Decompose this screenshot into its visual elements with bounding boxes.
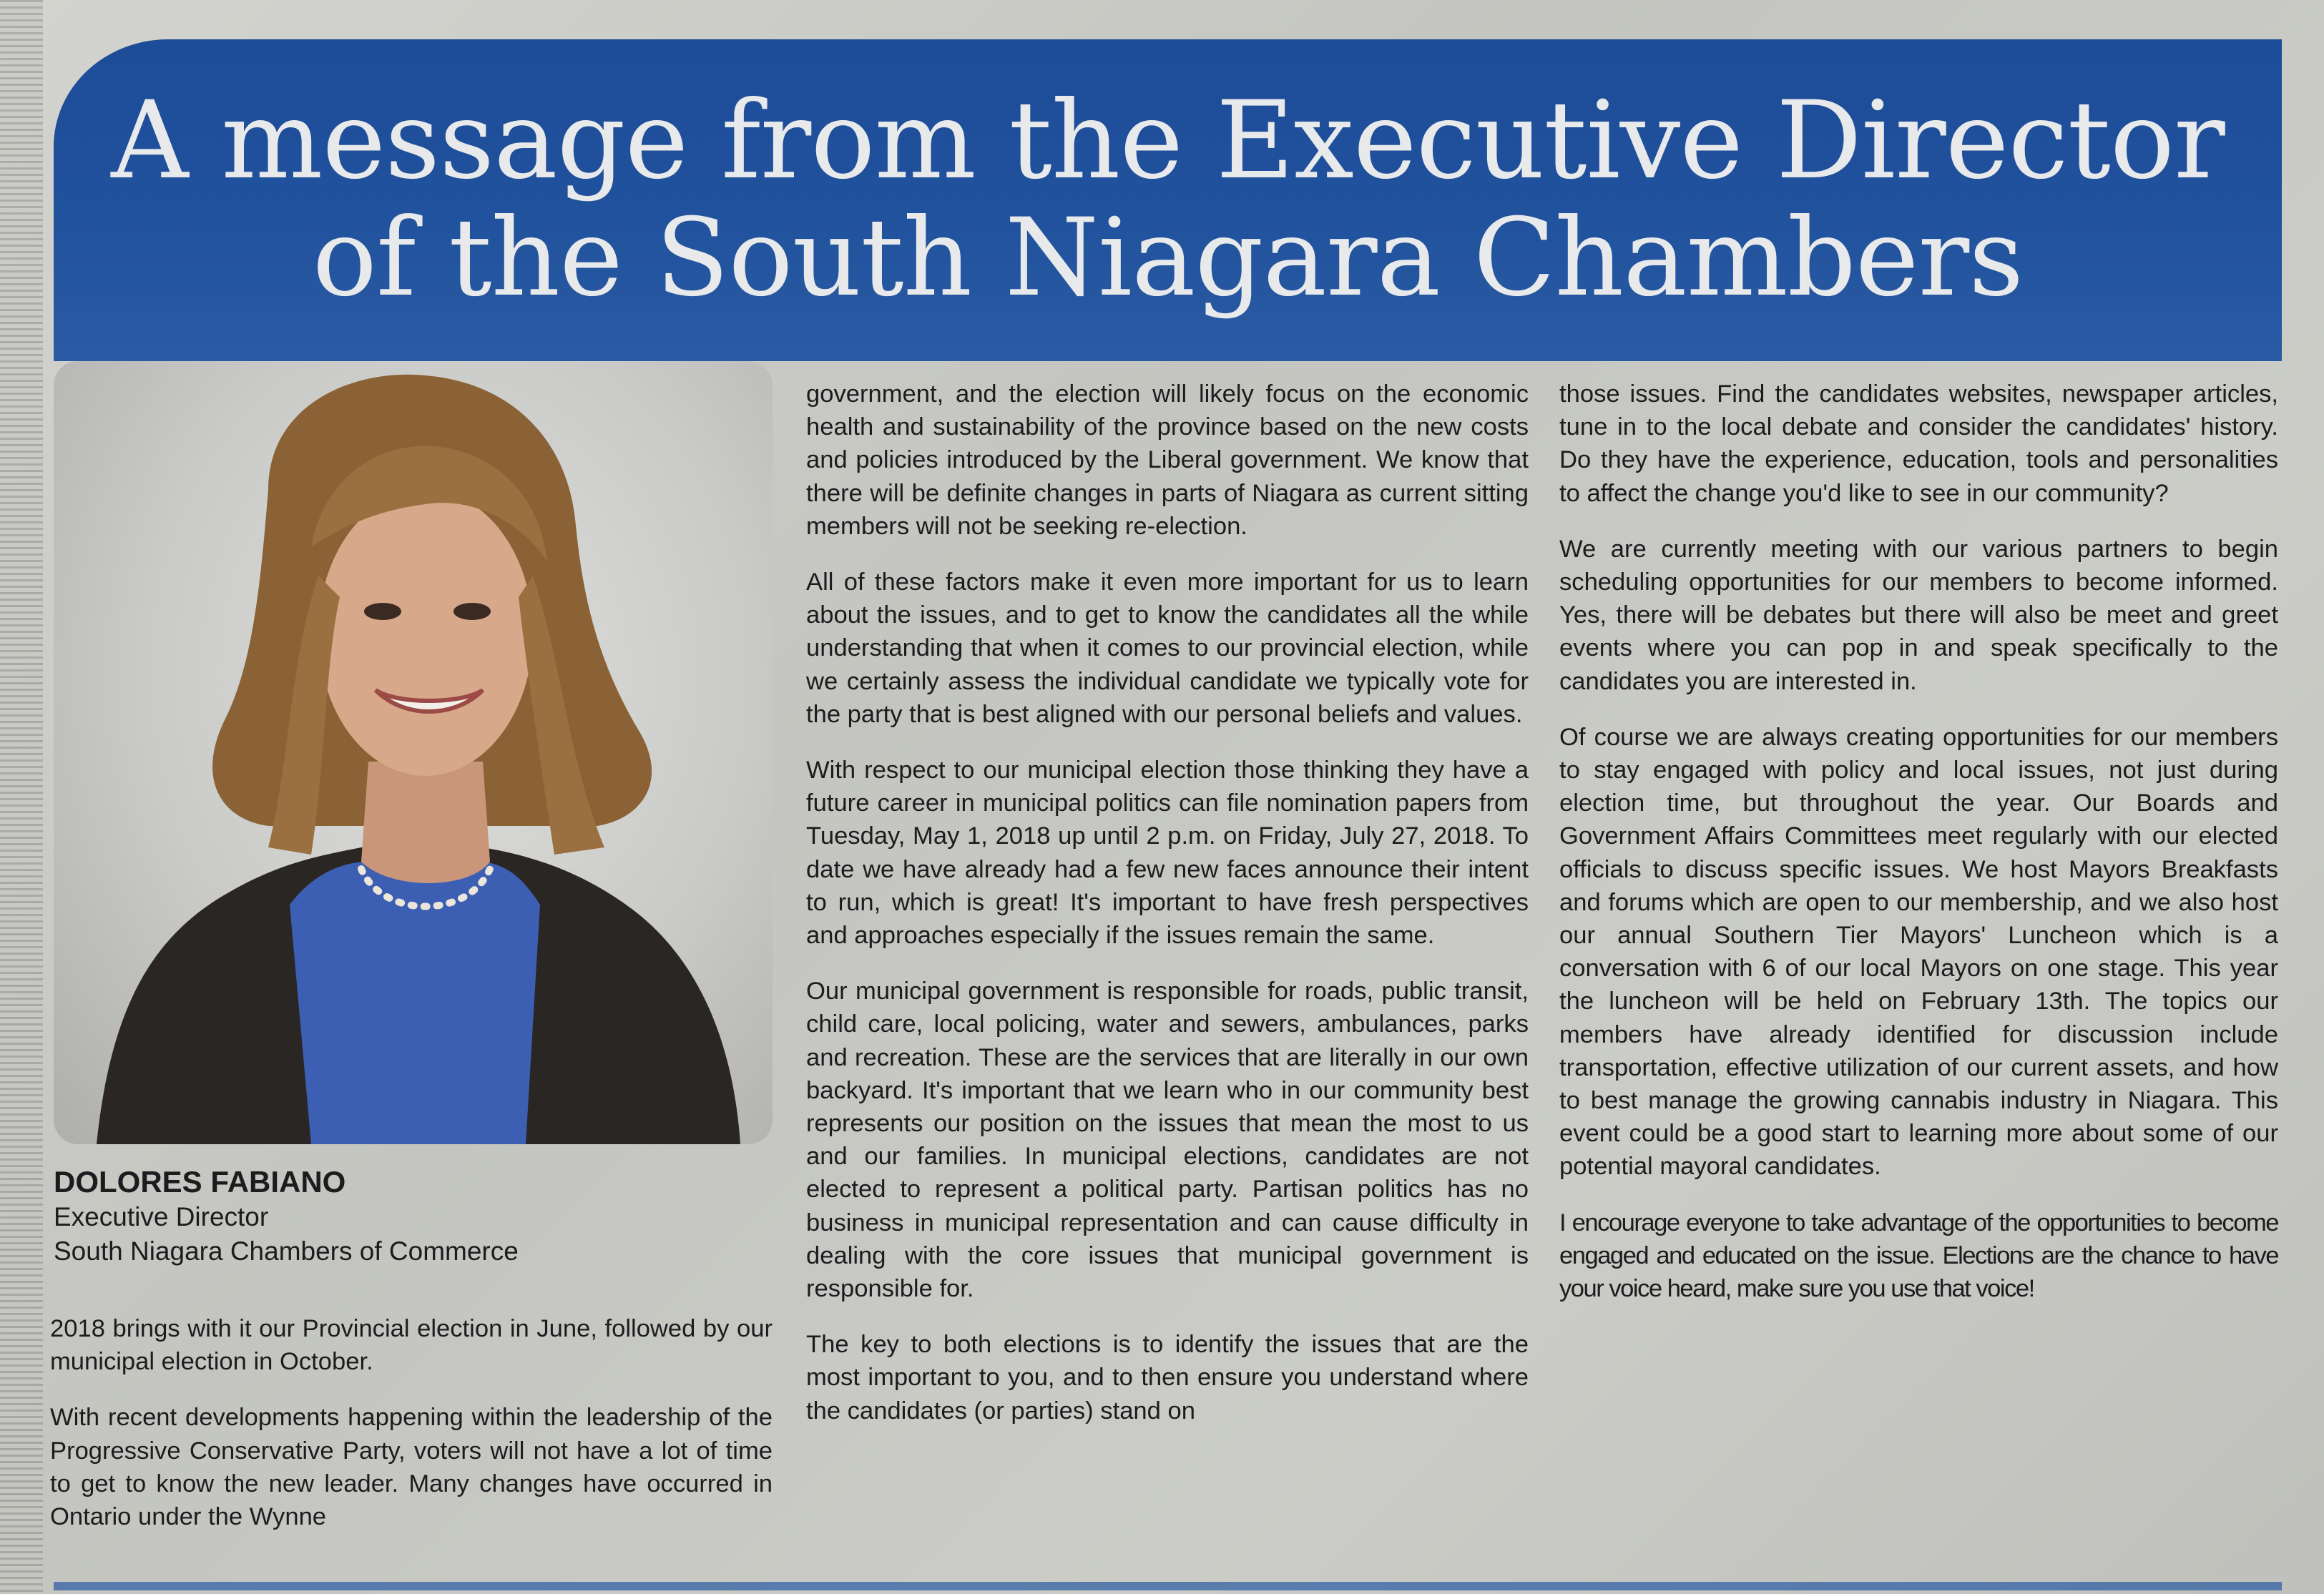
portrait-illustration bbox=[54, 361, 773, 1144]
headline-line-1: A message from the Executive Director bbox=[111, 79, 2225, 203]
author-title: Executive Director bbox=[54, 1202, 269, 1231]
headline-banner bbox=[54, 39, 2282, 361]
author-organization: South Niagara Chambers of Commerce bbox=[54, 1236, 519, 1266]
article-column-2 bbox=[806, 378, 1529, 1450]
right-eye-shape bbox=[453, 603, 491, 620]
article-paragraph: government, and the election will likely focus on the economic health and sustainability of the province based on the new costs and policies introduced by the Liberal government. We know that there will be definite changes in parts of Niagara as current sitting members will not be seeking re-election. bbox=[806, 380, 1529, 540]
author-name: DOLORES FABIANO bbox=[54, 1165, 346, 1199]
article-paragraph: All of these factors make it even more important for us to learn about the issues, and to get to know the candidates all the while understanding that when it comes to our provincial election, while we certainly assess the individual candidate we typically vote for the party that is best aligned with our personal beliefs and values. bbox=[806, 569, 1529, 728]
article-paragraph: Of course we are always creating opportunities for our members to stay engaged with policy and local issues, not just during election time, but throughout the year. Our Boards and Government Affairs Committees meet regularly with our elected officials to discuss specific issues. We host Mayors Breakfasts and forums which are open to our membership, and we also host our annual Southern Tier Mayors' Luncheon which is a conversation with 6 of our local Mayors on one stage. This year the luncheon will be held on February 13th. The topics our members have already identified for discussion include transportation, effective utilization of our current assets, and how to best manage the growing cannabis industry in Niagara. This event could be a good start to learning more about some of our potential mayoral candidates. bbox=[1559, 723, 2278, 1181]
headline-line-2: of the South Niagara Chambers bbox=[312, 196, 2024, 320]
author-portrait-photo bbox=[54, 361, 773, 1144]
article-paragraph: The key to both elections is to identify the issues that are the most important to you, and to then ensure you understand where the candidates (or parties) stand on bbox=[806, 1331, 1529, 1425]
article-paragraph: With respect to our municipal election those thinking they have a future career in municipal politics can file nomination papers from Tuesday, May 1, 2018 up until 2 p.m. on Friday, July 27, 2018. To date we have already had a few new faces announce their intent to run, which is great! It's important to have fresh perspectives and approaches especially if the issues remain the same. bbox=[806, 757, 1529, 950]
article-paragraph: 2018 brings with it our Provincial election in June, followed by our municipal election in October. bbox=[50, 1315, 773, 1376]
bottom-rule bbox=[54, 1582, 2282, 1590]
face-shape bbox=[318, 490, 533, 776]
left-eye-shape bbox=[364, 603, 401, 620]
article-paragraph: With recent developments happening within the leadership of the Progressive Conservative Party, voters will not have a lot of time to get to know the new leader. Many changes have occurred in Ontario under the Wynne bbox=[50, 1404, 773, 1531]
author-byline bbox=[54, 1164, 769, 1269]
article-paragraph: Our municipal government is responsible for roads, public transit, child care, local policing, water and sewers, ambulances, parks and recreation. These are the services that are literally in our own backyard. It's important that we learn who in our community best represents our position on the issues that mean the most to us and our families. In municipal elections, candidates are not elected to represent a political party. Partisan politics has no business in municipal representation and can cause difficulty in dealing with the core issues that municipal government is responsible for. bbox=[806, 978, 1529, 1303]
article-column-1 bbox=[50, 1312, 773, 1556]
article-column-3 bbox=[1559, 378, 2278, 1328]
page-edge-binding bbox=[0, 0, 43, 1594]
article-paragraph: those issues. Find the candidates websites, newspaper articles, tune in to the local debate and consider the candidates' history. Do they have the experience, education, tools and personalities to affect the change you'd like to see in our community? bbox=[1559, 380, 2278, 507]
neck-shape bbox=[361, 762, 490, 883]
article-paragraph: We are currently meeting with our various partners to begin scheduling opportunities for our members to become informed. Yes, there will be debates but there will also be meet and greet events where you can pop in and speak specifically to the candidates you are interested in. bbox=[1559, 535, 2278, 695]
article-paragraph: I encourage everyone to take advantage of the opportunities to become engaged and educated on the issue. Elections are the chance to have your voice heard, make sure you use that voice! bbox=[1559, 1209, 2278, 1303]
